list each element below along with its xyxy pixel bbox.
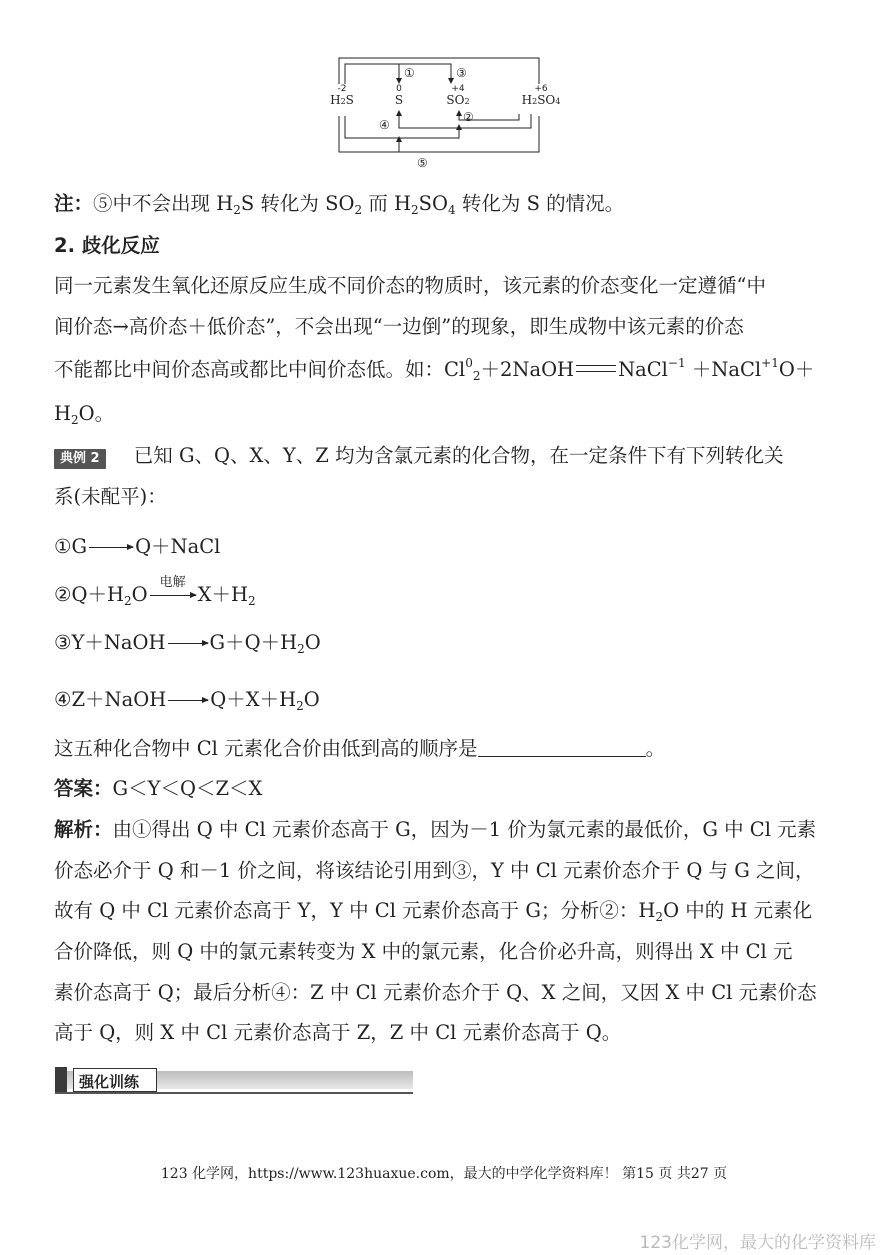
- practice-header: [55, 1067, 413, 1093]
- practice-bar-dark: [55, 1067, 67, 1093]
- analysis-line-5: 素价态高于 Q；最后分析④：Z 中 Cl 元素价态介于 Q、X 之间，又因 X 中 Cl 元素价态: [54, 981, 817, 1004]
- note-line: 注：⑤中不会出现 $H_2S$ 转化为 $SO_2$ 而 $H_2SO_4$ 转化为 S 的情况。: [54, 192, 625, 217]
- analysis-line-2: 价态必介于 Q 和－1 价之间，将该结论引用到③，Y 中 Cl 元素价态介于 Q 与 G 之间，: [54, 859, 815, 882]
- watermark: 123化学网，最大的化学资料库: [639, 1233, 876, 1253]
- species-h2s: -2 H2S: [330, 84, 354, 107]
- equation-example: $Cl^0_2+2NaOH$ NaCl$^{-1}$ ＋NaCl$^{+1}$O＋: [444, 356, 815, 383]
- reaction-4: ④Z＋NaOH $Q+X+H_2O$: [54, 688, 320, 713]
- question-ask: 这五种化合物中 Cl 元素化合价由低到高的顺序是 。: [54, 737, 666, 760]
- reaction-2: $②Q+H_2O$ 电解 $X+H_2$: [54, 575, 256, 608]
- example-question-line-2: 系(未配平)：: [54, 485, 167, 508]
- example-badge: 典例 2: [54, 449, 106, 469]
- para-line-2: 间价态→高价态＋低价态”，不会出现“一边倒”的现象，即生成物中该元素的价态: [54, 315, 744, 338]
- species-h2so4: +6 H2SO4: [521, 84, 561, 107]
- answer-line: 答案：G＜Y＜Q＜Z＜X: [54, 777, 263, 800]
- diagram-label-3: ③: [456, 66, 467, 80]
- analysis-line-1: 解析：由①得出 Q 中 Cl 元素价态高于 G，因为－1 价为氯元素的最低价，G 中 Cl 元素: [54, 818, 817, 841]
- practice-underline: [55, 1092, 413, 1094]
- species-so2: +4 SO2: [446, 84, 470, 107]
- diagram-label-4: ④: [379, 118, 390, 132]
- diagram-label-2: ②: [463, 110, 474, 124]
- reaction-1: ①G Q＋NaCl: [54, 535, 221, 558]
- para-line-3: 不能都比中间价态高或都比中间价态低。如：$Cl^0_2+2NaOH$ NaCl$^{-1}$ ＋NaCl$^{+1}$O＋: [54, 356, 815, 383]
- para-line-4: $H_2O$。: [54, 402, 115, 427]
- section-title-disproportionation: 2. 歧化反应: [54, 234, 160, 257]
- practice-title: 强化训练: [79, 1073, 140, 1091]
- equals-sign: [576, 365, 616, 372]
- para-line-1: 同一元素发生氧化还原反应生成不同价态的物质时，该元素的价态变化一定遵循“中: [54, 274, 766, 297]
- reaction-3: ③Y＋NaOH $G+Q+H_2O$: [54, 631, 321, 656]
- valence-diagram: [325, 52, 565, 176]
- analysis-line-3: 故有 Q 中 Cl 元素价态高于 Y，Y 中 Cl 元素价态高于 G；分析②：$H_2O$ 中的 H 元素化: [54, 899, 813, 924]
- diagram-arrows: [325, 52, 565, 176]
- example-question: 典例 2 已知 G、Q、X、Y、Z 均为含氯元素的化合物，在一定条件下有下列转化关: [54, 446, 784, 466]
- answer-blank[interactable]: [478, 738, 646, 757]
- page-footer: 123 化学网，https://www.123huaxue.com，最大的中学化学资料库！ 第15 页 共27 页: [160, 1166, 728, 1182]
- species-s: 0 S: [394, 84, 404, 107]
- diagram-label-5: ⑤: [417, 156, 428, 170]
- analysis-line-6: 高于 Q，则 X 中 Cl 元素价态高于 Z，Z 中 Cl 元素价态高于 Q。: [54, 1021, 622, 1044]
- analysis-line-4: 合价降低，则 Q 中的氯元素转变为 X 中的氯元素，化合价必升高，则得出 X 中 Cl 元: [54, 940, 793, 963]
- diagram-label-1: ①: [404, 66, 415, 80]
